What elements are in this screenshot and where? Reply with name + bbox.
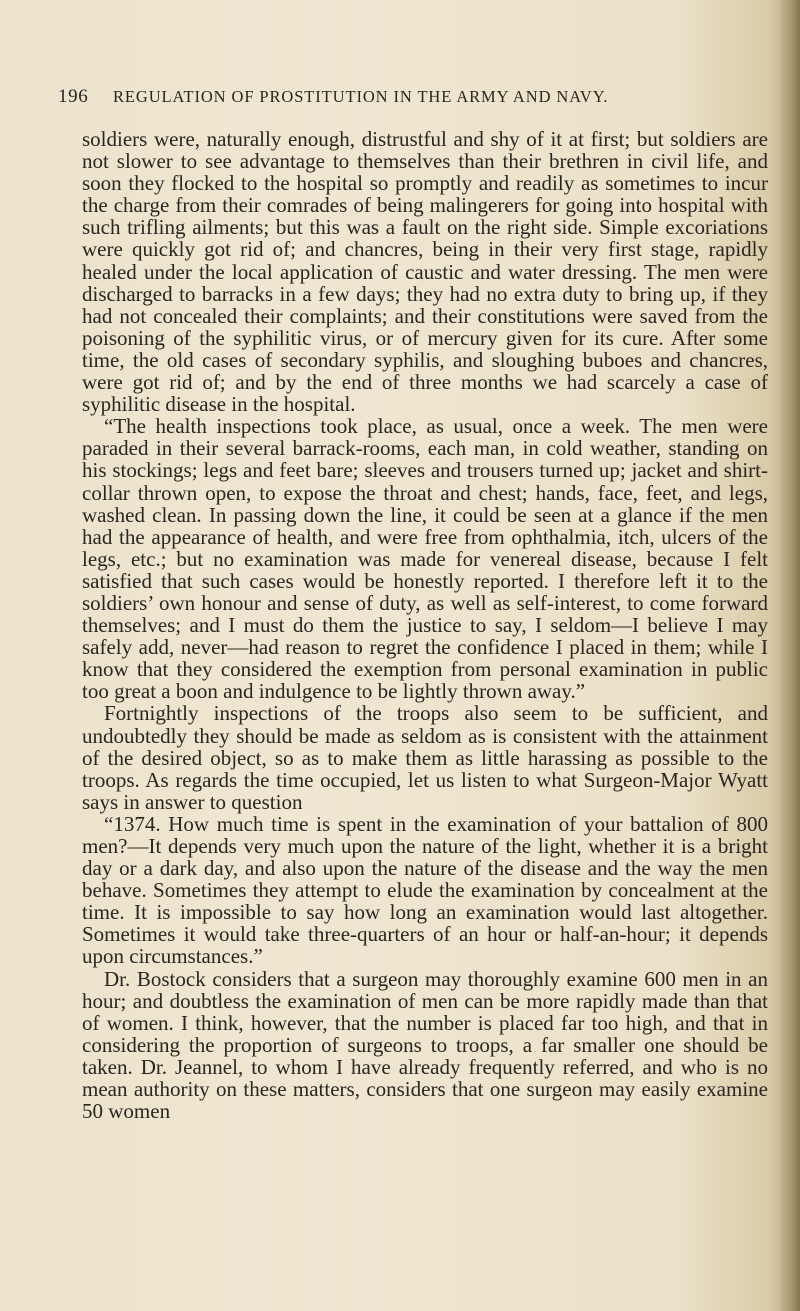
page-number: 196	[58, 86, 89, 107]
page-edge-shadow	[778, 0, 800, 1311]
paragraph-2: “The health inspections took place, as usual, once a week. The men were paraded in their several barrack-rooms, each man, in cold weather, standing on his stockings; legs and feet bare; sleeves and trousers turned up; jacket and shirt-collar thrown open, to expose the throat and chest; hands, face, feet, and legs, washed clean. In passing down the line, it could be seen at a glance if the men had the appearance of health, and were free from ophthalmia, itch, ulcers of the legs, etc.; but no examination was made for venereal disease, because I felt satisfied that such cases would be honestly reported. I therefore left it to the soldiers’ own honour and sense of duty, as well as self-interest, to come forward themselves; and I must do them the justice to say, I seldom—I believe I may safely add, never—had reason to regret the confidence I placed in them; while I know that they considered the exemption from personal examination in public too great a boon and indulgence to be lightly thrown away.”	[82, 414, 768, 704]
running-head: REGULATION OF PROSTITUTION IN THE ARMY AND NAVY.	[113, 87, 609, 106]
body-text	[82, 128, 768, 1122]
paragraph-3: Fortnightly inspections of the troops also seem to be sufficient, and undoubtedly they should be made as seldom as is consistent with the attainment of the desired object, so as to make them as little harassing as possible to the troops. As regards the time occupied, let us listen to what Surgeon-Major Wyatt says in answer to question	[82, 701, 768, 814]
paragraph-5: Dr. Bostock considers that a surgeon may thoroughly examine 600 men in an hour; and doubtless the examination of men can be more rapidly made than that of women. I think, however, that the number is placed far too high, and that in considering the proportion of surgeons to troops, a far smaller one should be taken. Dr. Jeannel, to whom I have already frequently referred, and who is no mean authority on these matters, considers that one surgeon may easily examine 50 women	[82, 966, 768, 1124]
page-header	[58, 86, 758, 116]
paragraph-1: soldiers were, naturally enough, distrustful and shy of it at first; but soldiers are not slower to see advantage to themselves than their brethren in civil life, and soon they flocked to the hospital so promptly and readily as sometimes to incur the charge from their comrades of being malingerers for going into hospital with such trifling ailments; but this was a fault on the right side. Simple excoriations were quickly got rid of; and chancres, being in their very first stage, rapidly healed under the local application of caustic and water dressing. The men were discharged to barracks in a few days; they had no extra duty to bring up, if they had not concealed their complaints; and their constitutions were saved from the poisoning of the syphilitic virus, or of mercury given for its cure. After some time, the old cases of secondary syphilis, and sloughing buboes and chancres, were got rid of; and by the end of three months we had scarcely a case of syphilitic disease in the hospital.	[82, 127, 768, 417]
paragraph-4: “1374. How much time is spent in the examination of your battalion of 800 men?—It depends very much upon the nature of the light, whether it is a bright day or a dark day, and also upon the nature of the disease and the way the men behave. Sometimes they attempt to elude the examination by concealment at the time. It is impossible to say how long an examination would last altogether. Sometimes it would take three-quarters of an hour or half-an-hour; it depends upon circumstances.”	[82, 811, 768, 969]
